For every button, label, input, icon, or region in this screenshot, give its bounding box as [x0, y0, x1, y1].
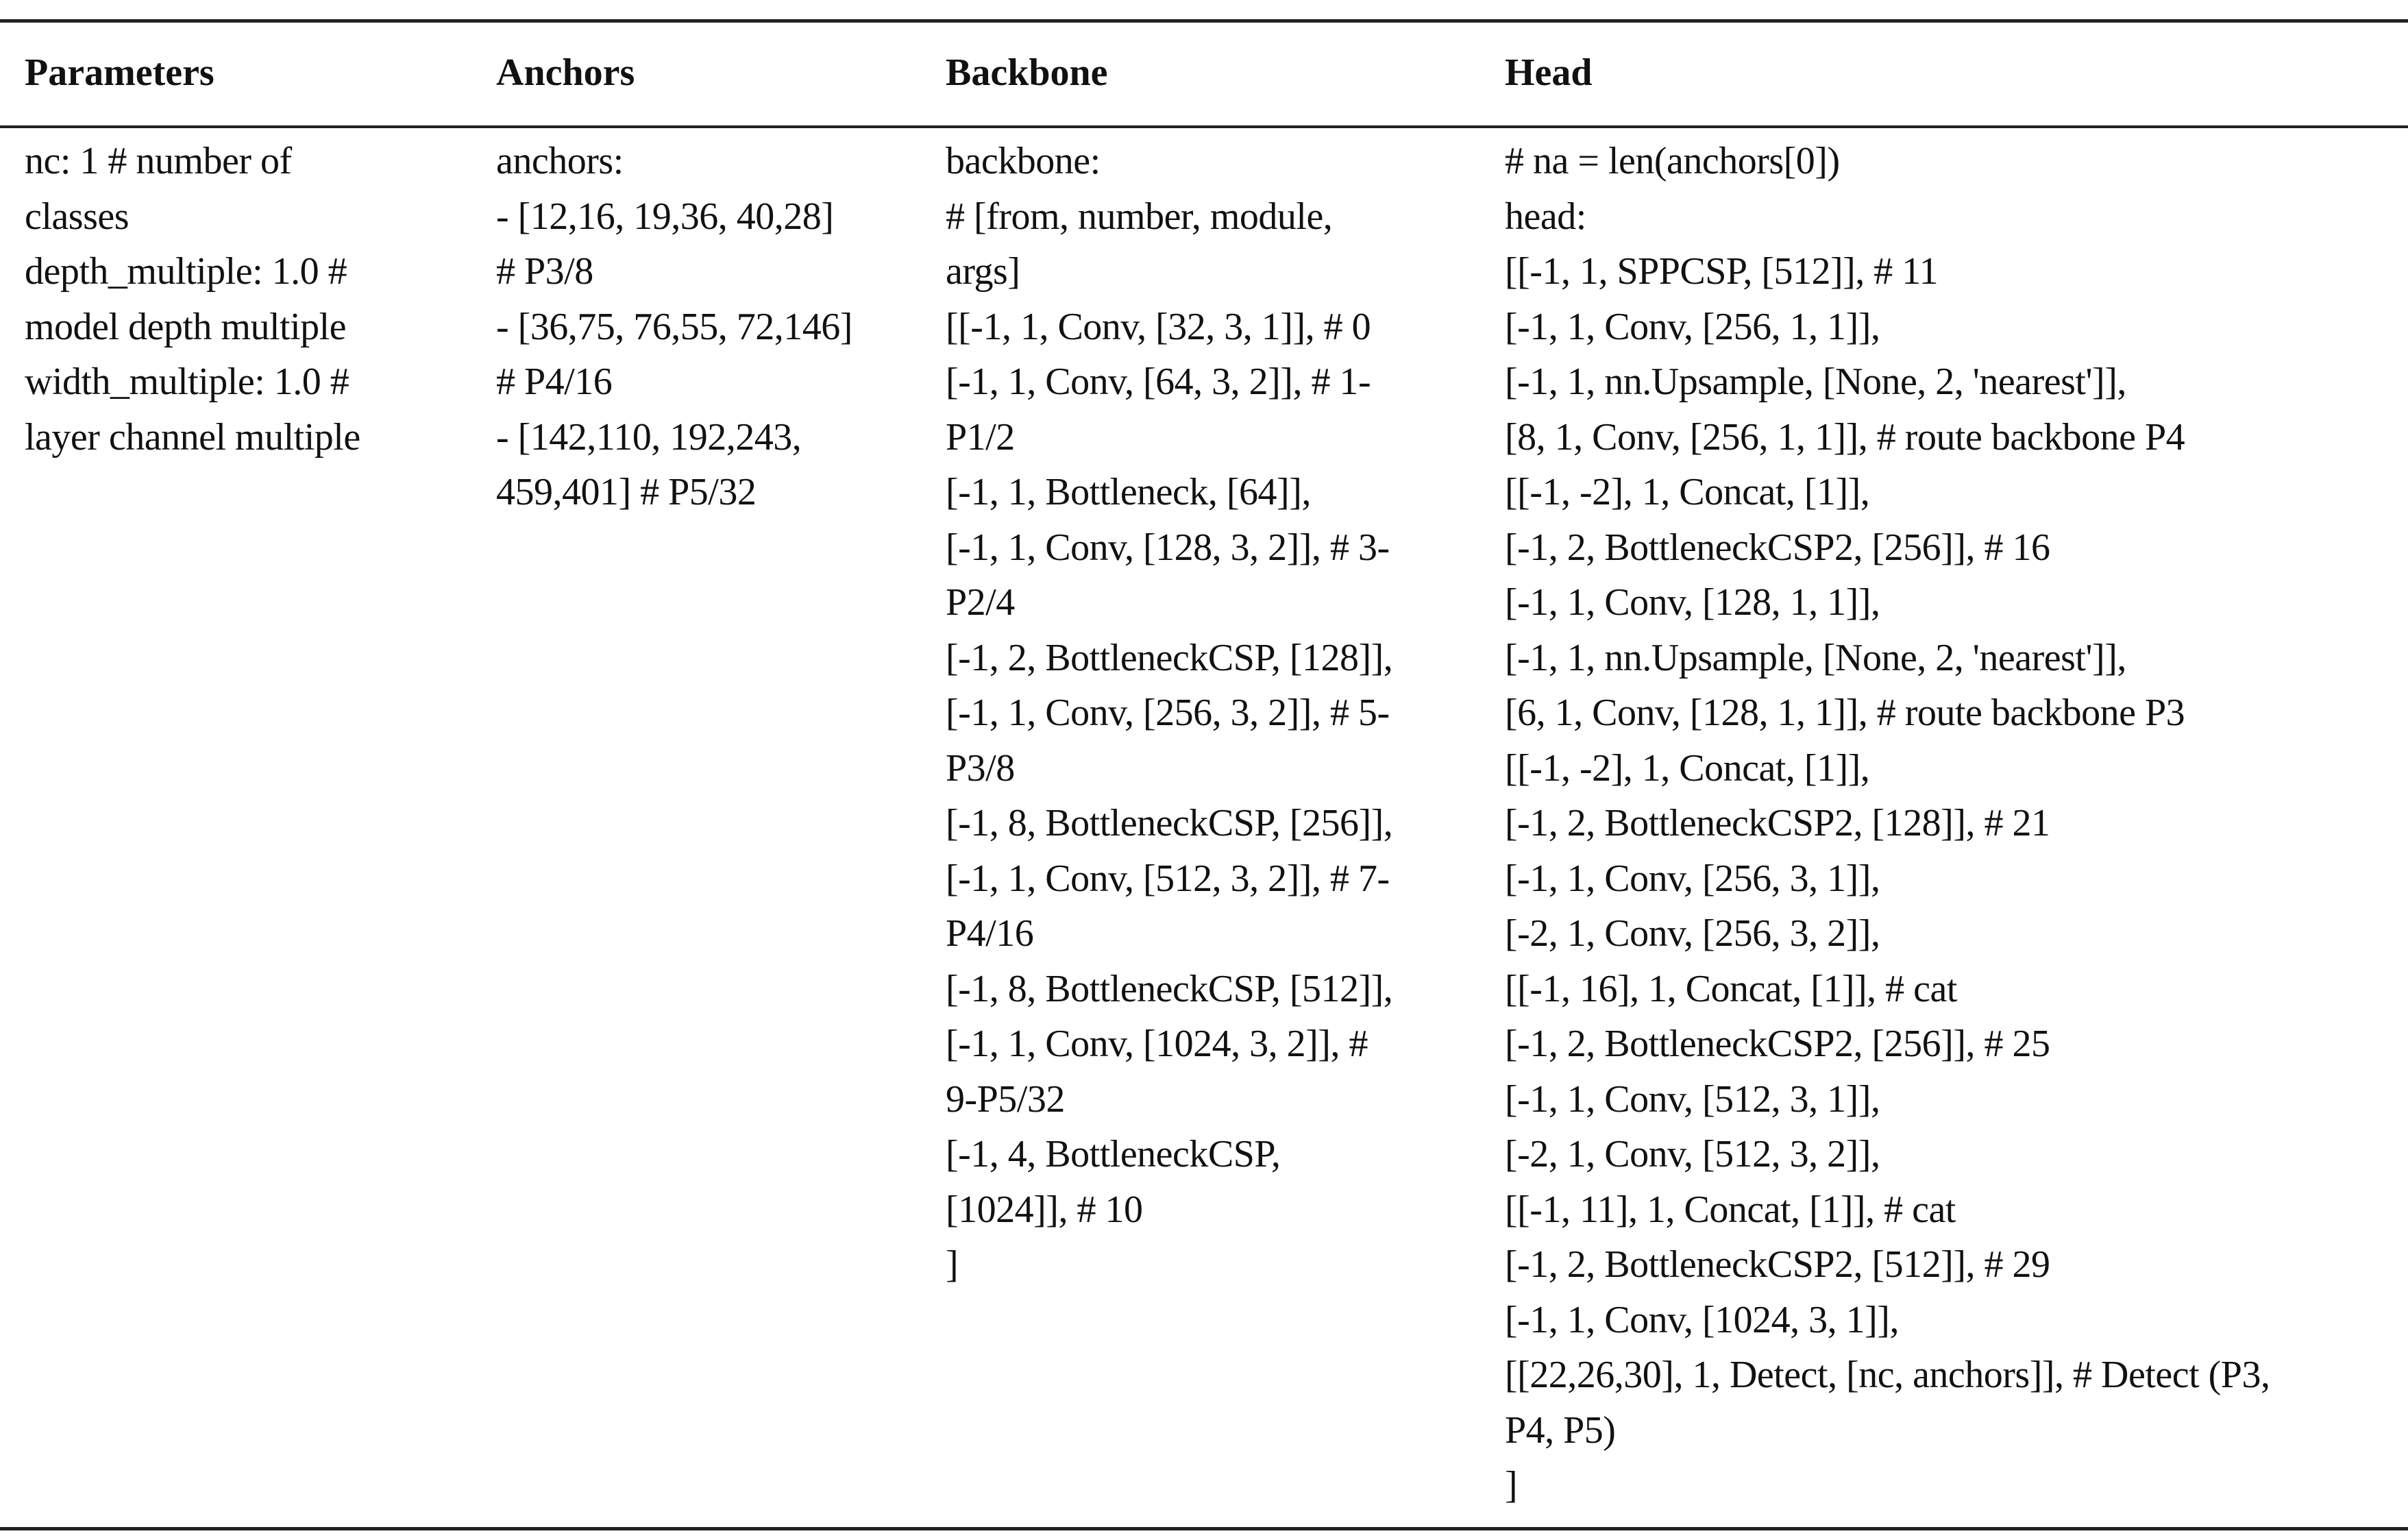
backbone-cell	[946, 134, 1392, 1293]
backbone-line: [-1, 1, Conv, [1024, 3, 2]], #	[946, 1023, 1368, 1065]
header-backbone: Backbone	[946, 51, 1108, 94]
parameters-line: model depth multiple	[25, 305, 347, 348]
head-line: [[22,26,30], 1, Detect, [nc, anchors]], # Detect (P3,	[1505, 1354, 2270, 1396]
head-line: [-1, 1, Conv, [1024, 3, 1]],	[1505, 1298, 1899, 1341]
parameters-line: depth_multiple: 1.0 #	[25, 250, 347, 293]
head-line: [-1, 1, Conv, [256, 1, 1]],	[1505, 305, 1880, 348]
head-line: [[-1, 16], 1, Concat, [1]], # cat	[1505, 967, 1957, 1010]
anchors-line: # P3/8	[496, 250, 593, 293]
head-line: [-2, 1, Conv, [256, 3, 2]],	[1505, 912, 1880, 955]
head-line: [6, 1, Conv, [128, 1, 1]], # route backbone P3	[1505, 692, 2185, 734]
head-line: [-1, 2, BottleneckCSP2, [256]], # 16	[1505, 526, 2050, 569]
head-line: head:	[1505, 195, 1586, 238]
backbone-line: backbone:	[946, 140, 1101, 182]
head-cell	[1505, 134, 2270, 1513]
backbone-line: P2/4	[946, 581, 1015, 624]
table-body-row	[0, 128, 2408, 1527]
anchors-line: - [36,75, 76,55, 72,146]	[496, 305, 852, 348]
head-line: P4, P5)	[1505, 1408, 1616, 1452]
backbone-line: ]	[946, 1243, 959, 1286]
anchors-line: anchors:	[496, 140, 624, 182]
head-line: [-1, 1, nn.Upsample, [None, 2, 'nearest']],	[1505, 361, 2126, 403]
head-line: [-1, 2, BottleneckCSP2, [256]], # 25	[1505, 1023, 2050, 1065]
header-anchors: Anchors	[496, 51, 635, 94]
backbone-line: [1024]], # 10	[946, 1188, 1143, 1231]
parameters-line: width_multiple: 1.0 #	[25, 361, 349, 403]
backbone-line: [-1, 1, Conv, [512, 3, 2]], # 7-	[946, 857, 1390, 900]
backbone-line: [-1, 1, Conv, [256, 3, 2]], # 5-	[946, 692, 1390, 734]
table-bottom-rule	[0, 1527, 2408, 1530]
head-line: [[-1, -2], 1, Concat, [1]],	[1505, 746, 1870, 790]
parameters-cell	[25, 134, 360, 465]
head-line: [[-1, 11], 1, Concat, [1]], # cat	[1505, 1188, 1956, 1231]
backbone-line: [-1, 1, Bottleneck, [64]],	[946, 471, 1311, 513]
backbone-line: P1/2	[946, 415, 1015, 459]
head-line: [-1, 1, Conv, [256, 3, 1]],	[1505, 857, 1880, 900]
head-line: [-1, 1, Conv, [512, 3, 1]],	[1505, 1077, 1880, 1121]
backbone-line: 9-P5/32	[946, 1077, 1065, 1121]
anchors-line: 459,401] # P5/32	[496, 471, 757, 513]
head-line: [[-1, -2], 1, Concat, [1]],	[1505, 471, 1870, 513]
head-line: [-1, 2, BottleneckCSP2, [128]], # 21	[1505, 802, 2050, 844]
backbone-line: # [from, number, module,	[946, 195, 1333, 238]
anchors-line: - [12,16, 19,36, 40,28]	[496, 195, 834, 238]
anchors-line: # P4/16	[496, 361, 613, 403]
backbone-line: [-1, 8, BottleneckCSP, [256]],	[946, 802, 1393, 844]
backbone-line: [[-1, 1, Conv, [32, 3, 1]], # 0	[946, 305, 1371, 348]
head-line: [-1, 2, BottleneckCSP2, [512]], # 29	[1505, 1243, 2050, 1286]
head-line: [[-1, 1, SPPCSP, [512]], # 11	[1505, 250, 1939, 293]
backbone-line: [-1, 2, BottleneckCSP, [128]],	[946, 636, 1393, 679]
head-line: ]	[1505, 1464, 1518, 1506]
backbone-line: [-1, 8, BottleneckCSP, [512]],	[946, 967, 1393, 1010]
head-line: # na = len(anchors[0])	[1505, 140, 1840, 182]
backbone-line: P4/16	[946, 912, 1034, 955]
head-line: [-2, 1, Conv, [512, 3, 2]],	[1505, 1133, 1880, 1175]
parameters-line: nc: 1 # number of	[25, 140, 292, 182]
head-line: [8, 1, Conv, [256, 1, 1]], # route backbone P4	[1505, 415, 2185, 459]
anchors-cell	[496, 134, 852, 520]
parameters-line: classes	[25, 195, 130, 238]
head-line: [-1, 1, Conv, [128, 1, 1]],	[1505, 581, 1880, 624]
backbone-line: args]	[946, 250, 1020, 293]
backbone-line: [-1, 1, Conv, [64, 3, 2]], # 1-	[946, 361, 1371, 403]
anchors-line: - [142,110, 192,243,	[496, 415, 802, 459]
backbone-line: [-1, 4, BottleneckCSP,	[946, 1133, 1281, 1175]
backbone-line: [-1, 1, Conv, [128, 3, 2]], # 3-	[946, 526, 1390, 569]
head-line: [-1, 1, nn.Upsample, [None, 2, 'nearest']],	[1505, 636, 2126, 679]
header-parameters: Parameters	[25, 51, 214, 94]
header-head: Head	[1505, 51, 1593, 94]
parameters-line: layer channel multiple	[25, 415, 360, 459]
backbone-line: P3/8	[946, 746, 1015, 790]
table-header-row	[0, 23, 2408, 125]
